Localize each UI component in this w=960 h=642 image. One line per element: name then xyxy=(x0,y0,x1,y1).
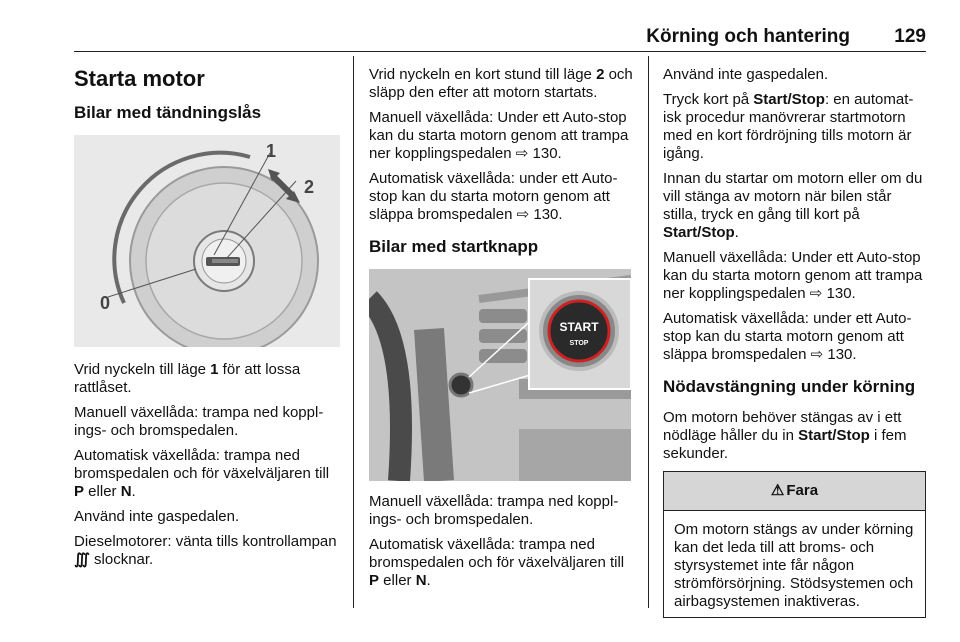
column-2 xyxy=(369,66,633,597)
paragraph: Automatisk växellåda: trampa ned bromspedalen och för växelväljaren till P eller N. xyxy=(74,447,330,500)
column-divider-2 xyxy=(648,56,649,608)
start-button-illustration xyxy=(369,269,631,481)
column-divider-1 xyxy=(353,56,354,608)
paragraph: Manuell växellåda: trampa ned kopplings- och bromspedalen. xyxy=(74,404,324,439)
paragraph: Manuell växellåda: Under ett Auto-stop kan du starta motorn genom att trampa ner kopplingspedalen ⇨ 130. xyxy=(369,109,629,162)
subsection-heading: Bilar med startknapp xyxy=(369,237,539,256)
subsection-heading: Bilar med tändningslås xyxy=(74,103,262,122)
paragraph: Använd inte gaspedalen. xyxy=(663,66,829,83)
page-reference-icon: ⇨ xyxy=(515,145,529,162)
column-3 xyxy=(663,66,926,618)
paragraph: Automatisk växellåda: under ett Auto-stop kan du starta motorn genom att släppa bromspedalen ⇨ 130. xyxy=(369,170,618,223)
page-reference-icon: ⇨ xyxy=(809,285,823,302)
column-1 xyxy=(74,66,340,576)
start-button-figure xyxy=(369,269,631,481)
running-header-title: Körning och hantering xyxy=(646,26,850,47)
ignition-lock-illustration xyxy=(74,135,340,347)
danger-warning-box xyxy=(663,471,926,618)
warning-text: Om motorn stängs av under körning kan det leda till att broms- och styrsystemet inte får någon strömförsörjning. Stödsystemen och airbagsystemen inaktiveras. xyxy=(674,521,914,610)
paragraph: Manuell växellåda: Under ett Auto-stop kan du starta motorn genom att trampa ner kopplingspedalen ⇨ 130. xyxy=(663,249,923,302)
paragraph: Innan du startar om motorn eller om du vill stänga av motorn när bilen står stilla, tryck en gång till kort på Start/Stop. xyxy=(663,170,923,241)
subsection-heading: Nödavstängning under körning xyxy=(663,377,916,396)
warning-body xyxy=(664,511,925,617)
paragraph: Använd inte gaspedalen. xyxy=(74,508,240,525)
ignition-lock-figure xyxy=(74,135,340,347)
header-rule xyxy=(74,51,926,52)
warning-title: Fara xyxy=(786,482,819,499)
paragraph: Tryck kort på Start/Stop: en automat-isk procedur manövrerar startmotorn med en kort fördröjning tills motorn är igång. xyxy=(663,91,914,162)
paragraph: Vrid nyckeln till läge 1 för att lossa rattlåset. xyxy=(74,361,301,396)
page-number: 129 xyxy=(894,26,926,47)
start-label: START xyxy=(559,320,599,334)
position-0-label: 0 xyxy=(100,293,111,313)
paragraph: Vrid nyckeln en kort stund till läge 2 och släpp den efter att motorn startats. xyxy=(369,66,633,101)
glow-plug-icon: ∭ xyxy=(74,551,90,568)
position-1-label: 1 xyxy=(266,141,277,161)
page-reference-icon: ⇨ xyxy=(810,346,824,363)
paragraph: Manuell växellåda: trampa ned kopplings- och bromspedalen. xyxy=(369,493,619,528)
paragraph: Dieselmotorer: vänta tills kontrollampan ∭ slocknar. xyxy=(74,533,337,568)
paragraph: Automatisk växellåda: under ett Auto-stop kan du starta motorn genom att släppa bromspedalen ⇨ 130. xyxy=(663,310,912,363)
stop-label: STOP xyxy=(569,340,589,347)
warning-header xyxy=(664,472,925,511)
paragraph: Automatisk växellåda: trampa ned bromspedalen och för växelväljaren till P eller N. xyxy=(369,536,625,589)
paragraph: Om motorn behöver stängas av i ett nödläge håller du in Start/Stop i fem sekunder. xyxy=(663,409,907,462)
warning-triangle-icon: ⚠ xyxy=(770,482,785,499)
section-heading: Starta motor xyxy=(74,66,205,91)
page-reference-icon: ⇨ xyxy=(516,206,530,223)
position-2-label: 2 xyxy=(304,177,315,197)
